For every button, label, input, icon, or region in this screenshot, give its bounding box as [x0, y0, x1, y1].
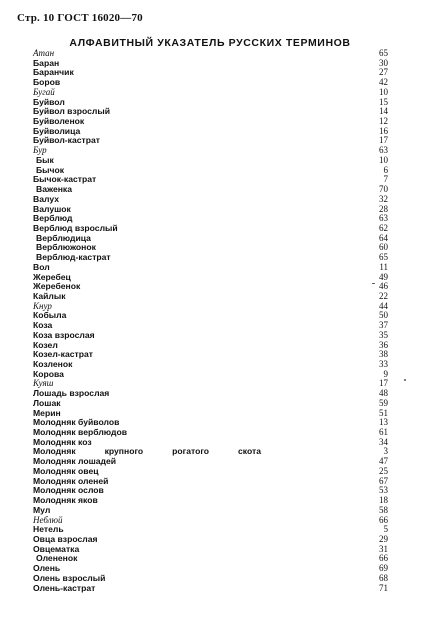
entry-number: 16 [379, 125, 388, 136]
entry-term: Лошадь взрослая [33, 388, 110, 399]
entry-term: Верблюдица [36, 232, 91, 243]
entry-term: Баранчик [33, 67, 74, 78]
entry-term: Олененок [36, 553, 78, 564]
entry-number: 38 [379, 349, 388, 360]
entry-term: Кобыла [33, 310, 67, 321]
entry-term: Атан [33, 48, 55, 58]
index-entry [33, 59, 398, 69]
entry-term: Верблюд-кастрат [36, 252, 111, 263]
entry-term: Молодняк яков [33, 495, 98, 506]
entry-term: Молодняк буйволов [33, 417, 120, 428]
entry-term: Жеребец [33, 271, 71, 282]
entry-term: Неблюй [33, 514, 63, 525]
entry-term: Козел [33, 339, 58, 350]
entry-term: Мерин [33, 407, 61, 418]
entry-term: Молодняк верблюдов [33, 427, 127, 438]
entry-number: 11 [379, 261, 388, 272]
entry-term: Валух [33, 193, 59, 204]
index-entry [33, 205, 398, 215]
entry-term: Бычок [36, 164, 65, 175]
entry-number: 66 [379, 514, 388, 525]
index-entry [33, 545, 398, 555]
entry-number: 63 [379, 145, 388, 156]
entry-number: 10 [379, 86, 388, 97]
entry-term: Бык [36, 154, 54, 165]
entry-number: 64 [379, 232, 388, 243]
entry-term: Буйвол взрослый [33, 106, 110, 117]
entry-number: 9 [383, 368, 388, 379]
entry-term: Валушок [33, 203, 71, 214]
entry-term: Важенка [36, 184, 73, 195]
entry-number: 63 [379, 213, 388, 224]
index-entry [33, 78, 398, 88]
entry-number: 22 [379, 290, 388, 301]
entry-term-word: крупного [104, 446, 144, 457]
index-entry [33, 360, 398, 370]
entry-term: Молодняк овец [33, 465, 99, 476]
entry-number: 71 [379, 582, 388, 593]
entry-number: 65 [379, 48, 388, 58]
index-entry [33, 516, 398, 526]
entry-number: 31 [379, 543, 388, 554]
entry-term: Бур [33, 145, 47, 156]
print-speck [404, 379, 406, 381]
entry-number: 25 [379, 465, 388, 476]
entry-number: 66 [379, 553, 388, 564]
entry-number: 35 [379, 329, 388, 340]
index-entry [33, 117, 398, 127]
index-entry [33, 584, 398, 594]
entry-term: Нетель [33, 524, 64, 535]
entry-number: 30 [379, 57, 388, 68]
entry-term-word: рогатого [172, 446, 210, 457]
entry-term: Молодняк ослов [33, 485, 104, 496]
entry-term: Молодняк лошадей [33, 456, 117, 467]
entry-term: Буйвол [33, 96, 65, 107]
index-entry [33, 273, 398, 283]
entry-term: Лошак [33, 397, 61, 408]
entry-number: 65 [379, 252, 388, 263]
entry-number: 37 [379, 320, 388, 331]
entry-term: Вол [33, 261, 50, 272]
index-entry [33, 554, 398, 564]
index-entry [33, 68, 398, 78]
entry-term: Бычок-кастрат [33, 174, 97, 185]
entry-term-word: скота [238, 446, 261, 457]
entry-number: 7 [383, 174, 388, 185]
index-entry [33, 88, 398, 98]
entry-term: Баран [33, 57, 60, 68]
index-entry [33, 253, 398, 263]
entry-number: 5 [383, 524, 388, 535]
standard-code: ГОСТ 16020—70 [57, 12, 143, 24]
index-entry [33, 311, 398, 321]
entry-number: 42 [379, 77, 388, 88]
entry-term: Олень-кастрат [33, 582, 96, 593]
entry-number: 60 [379, 242, 388, 253]
entry-term: Жеребенок [33, 281, 81, 292]
entry-term: Мул [33, 504, 51, 515]
entry-term: Верблюд [33, 213, 73, 224]
entry-term: Бугай [33, 86, 55, 97]
entry-term: Молодняк оленей [33, 475, 109, 486]
entry-number: 18 [379, 495, 388, 506]
page-number: Стр. 10 [17, 12, 55, 24]
entry-term: Кайлык [33, 290, 66, 301]
entry-number: 70 [379, 184, 388, 195]
entry-term-word: Молодняк [33, 446, 76, 457]
entry-number: 17 [379, 135, 388, 146]
entry-term: Козел-кастрат [33, 349, 93, 360]
index-entry [33, 263, 398, 273]
term-index-list [33, 49, 398, 593]
entry-term: Коза [33, 320, 53, 331]
index-entry [33, 185, 398, 195]
index-entry [33, 506, 398, 516]
entry-number: 28 [379, 203, 388, 214]
entry-number: 6 [383, 164, 388, 175]
index-entry [33, 389, 398, 399]
page-header [17, 12, 143, 24]
entry-term: Олень [33, 563, 61, 574]
entry-number: 47 [379, 456, 388, 467]
entry-number: 69 [379, 563, 388, 574]
print-speck [372, 283, 375, 284]
entry-number: 49 [379, 271, 388, 282]
entry-number: 46 [379, 281, 388, 292]
entry-term: Верблюжонок [36, 242, 96, 253]
entry-term: Олень взрослый [33, 572, 106, 583]
entry-term: Верблюд взрослый [33, 222, 118, 233]
entry-number: 44 [379, 300, 388, 311]
entry-term: Кнур [33, 300, 52, 311]
index-entry [33, 107, 398, 117]
entry-number: 15 [379, 96, 388, 107]
index-entry [33, 292, 398, 302]
index-entry [33, 370, 398, 380]
index-entry [33, 282, 398, 292]
entry-number: 17 [379, 378, 388, 389]
entry-term: Молодняк коз [33, 436, 92, 447]
index-entry [33, 399, 398, 409]
index-entry [33, 146, 398, 156]
entry-term: Козленок [33, 359, 73, 369]
entry-number: 62 [379, 222, 388, 233]
entry-number: 32 [379, 193, 388, 204]
index-entry [33, 175, 398, 185]
entry-number: 58 [379, 504, 388, 515]
entry-number: 33 [379, 359, 388, 369]
index-entry [33, 49, 398, 59]
entry-number: 3 [383, 446, 388, 457]
entry-term: Буйволица [33, 125, 81, 136]
entry-term: Овца взрослая [33, 533, 98, 544]
entry-number: 67 [379, 475, 388, 486]
index-entry [33, 302, 398, 312]
entry-number: 14 [379, 106, 388, 117]
entry-term: Боров [33, 77, 61, 88]
index-entry [33, 496, 398, 506]
entry-term: Коза взрослая [33, 329, 95, 340]
entry-number: 68 [379, 572, 388, 583]
entry-number: 59 [379, 397, 388, 408]
entry-number: 50 [379, 310, 388, 321]
entry-term: Буйвол-кастрат [33, 135, 100, 146]
entry-number: 51 [379, 407, 388, 418]
entry-number: 48 [379, 388, 388, 399]
entry-number: 36 [379, 339, 388, 350]
entry-number: 61 [379, 427, 388, 438]
index-entry [33, 136, 398, 146]
index-entry [33, 195, 398, 205]
entry-number: 13 [379, 417, 388, 428]
index-entry [33, 535, 398, 545]
entry-number: 34 [379, 436, 388, 447]
entry-term: Куяш [33, 378, 54, 389]
index-entry [33, 350, 398, 360]
entry-term: Корова [33, 368, 64, 379]
index-entry [33, 331, 398, 341]
entry-number: 29 [379, 533, 388, 544]
entry-number: 12 [379, 116, 388, 127]
index-entry [33, 438, 398, 448]
entry-number: 53 [379, 485, 388, 496]
entry-term: Овцематка [33, 543, 80, 554]
page-title: АЛФАВИТНЫЙ УКАЗАТЕЛЬ РУССКИХ ТЕРМИНОВ [69, 37, 351, 49]
entry-term: Буйволенок [33, 116, 85, 127]
entry-number: 27 [379, 67, 388, 78]
index-entry [33, 156, 398, 166]
entry-number: 10 [379, 154, 388, 165]
